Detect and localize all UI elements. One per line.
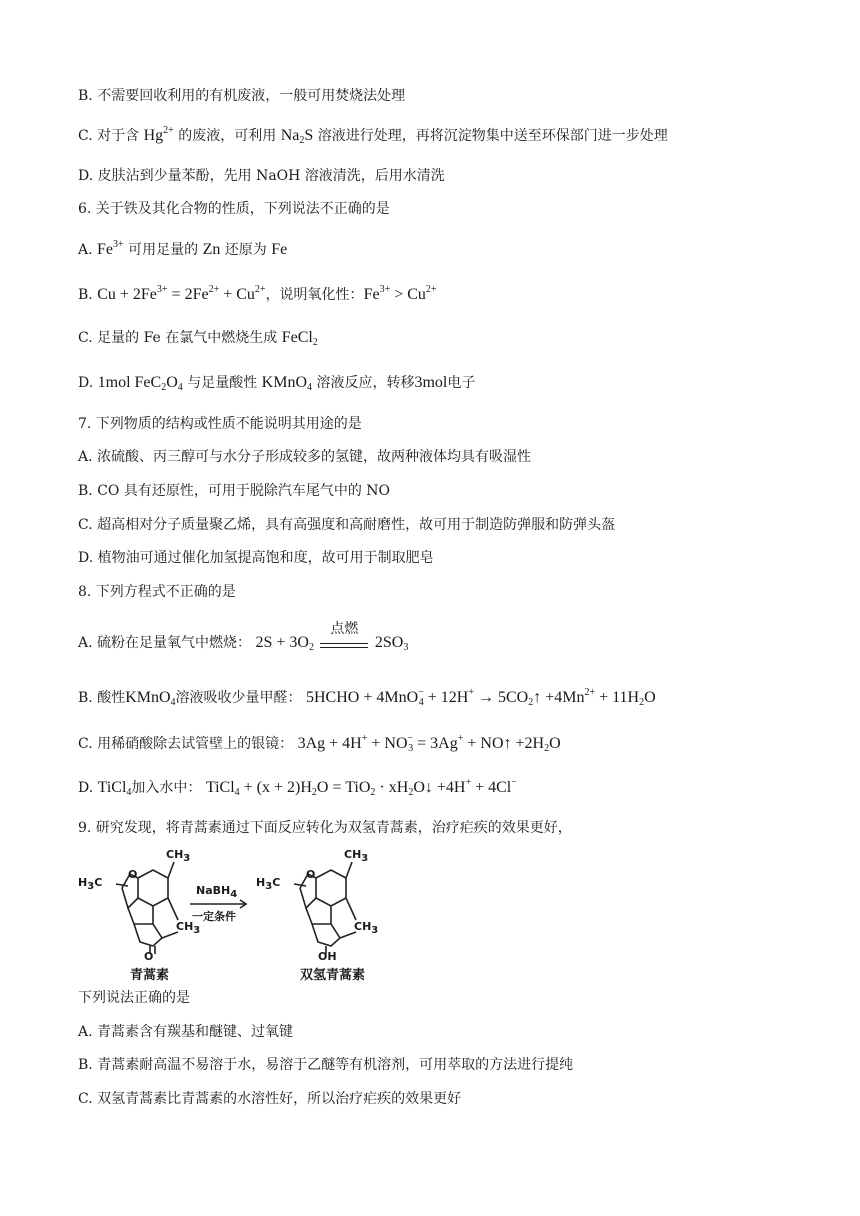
q5-option-d: D. 皮肤沾到少量苯酚，先用 NaOH 溶液清洗，后用水清洗	[78, 168, 445, 184]
q6-option-d: D. 1mol $FeC_2O_4$ 与足量酸性 KMnO$_4$ 溶液反应，转移3mol电子	[78, 374, 476, 393]
reaction-scheme	[78, 846, 398, 986]
carbonyl-o-label: O	[144, 950, 154, 963]
q9-option-b: B. 青蒿素耐高温不易溶于水，易溶于乙醚等有机溶剂，可用萃取的方法进行提纯	[78, 1057, 574, 1073]
q8-stem: 8. 下列方程式不正确的是	[78, 584, 236, 600]
condition-label: 一定条件	[192, 910, 236, 923]
titanium-hydrolysis-equation: TiCl$_4$ + $(x + 2)H_2O = TiO_2$ · $xH_2O↓ +4H^+ + 4Cl^-$	[205, 777, 517, 798]
ch3-label-top-right: $CH_3$	[344, 848, 369, 864]
q8-option-d: D. TiCl$_4$加入水中： TiCl$_4$ + $(x + 2)H_2O = TiO_2$ · $xH_2O↓ +4H^+ + 4Cl^-$	[78, 777, 517, 798]
q8-option-b: B. 酸性KMnO$_4$溶液吸收少量甲醛： 5HCHO + $4MnO^-_4 + 12H^+ \to 5CO_2↑ +4Mn^{2+} + 11H_2O$	[78, 687, 656, 708]
q9-option-c: C. 双氢青蒿素比青蒿素的水溶性好，所以治疗疟疾的效果更好	[78, 1091, 462, 1107]
silver-nitric-acid-equation: $3Ag + 4H^+ + NO^-_3 = 3Ag^+$ + NO↑ $+2H_2O$	[297, 733, 561, 754]
ch3-label-bottom-left: $CH_3$	[176, 920, 201, 936]
ch3-label-top-left: $CH_3$	[166, 848, 191, 864]
copper-iron-equation: $Cu + 2Fe^{3+} = 2Fe^{2+} + Cu^{2+}$	[97, 284, 266, 303]
permanganate-formaldehyde-equation: 5HCHO + $4MnO^-_4 + 12H^+ \to 5CO_2↑ +4Mn^{2+} + 11H_2O$	[306, 687, 656, 708]
q9-stem: 9. 研究发现，将青蒿素通过下面反应转化为双氢青蒿素，治疗疟疾的效果更好，	[78, 820, 572, 836]
sulfur-combustion-equation: $2S + 3O_2$	[255, 634, 314, 653]
h3c-label-left: $H_3C$	[78, 876, 103, 892]
h3c-label-right: $H_3C$	[256, 876, 281, 892]
ignition-condition: 点燃	[320, 639, 368, 648]
q7-stem: 7. 下列物质的结构或性质不能说明其用途的是	[78, 416, 362, 432]
q8-option-a: A. 硫粉在足量氧气中燃烧： $2S + 3O_2$ 点燃 $2SO_3$	[78, 620, 409, 653]
q5-option-b: B. 不需要回收利用的有机废液，一般可用焚烧法处理	[78, 88, 406, 104]
q8-option-c: C. 用稀硝酸除去试管壁上的银镜： $3Ag + 4H^+ + NO^-_3 = 3Ag^+$ + NO↑ $+2H_2O$	[78, 733, 561, 754]
peroxide-o-label-left: O	[128, 868, 138, 881]
reagent-label: NaBH$_4$	[196, 884, 238, 900]
mercury-ion: $Hg^{2+}$	[143, 125, 174, 144]
peroxide-o-label-right: O	[306, 868, 316, 881]
q7-option-b: B. CO 具有还原性，可用于脱除汽车尾气中的 NO	[78, 483, 391, 499]
artemisinin-caption: 青蒿素	[130, 968, 170, 983]
q6-stem: 6. 关于铁及其化合物的性质，下列说法不正确的是	[78, 201, 390, 217]
q6-option-a: A. $Fe^{3+}$ 可用足量的 Zn 还原为 Fe	[78, 239, 288, 258]
q7-option-c: C. 超高相对分子质量聚乙烯，具有高强度和高耐磨性，故可用于制造防弹服和防弹头盔	[78, 517, 616, 533]
q6-option-c: C. 足量的 Fe 在氯气中燃烧生成 FeCl$_2$	[78, 329, 318, 348]
q7-option-a: A. 浓硫酸、丙三醇可与水分子形成较多的氢键，故两种液体均具有吸湿性	[78, 449, 532, 465]
q7-option-d: D. 植物油可通过催化加氢提高饱和度，故可用于制取肥皂	[78, 550, 434, 566]
q9-option-a: A. 青蒿素含有羰基和醚键、过氧键	[78, 1024, 294, 1040]
ch3-label-bottom-right: $CH_3$	[354, 920, 379, 936]
sodium-sulfide-formula: $Na_2S$	[280, 127, 314, 146]
q6-option-b: B. $Cu + 2Fe^{3+} = 2Fe^{2+} + Cu^{2+}$，说明氧化性：$Fe^{3+} > Cu^{2+}$	[78, 284, 437, 303]
dihydroartemisinin-caption: 双氢青蒿素	[300, 968, 366, 983]
q9-prompt: 下列说法正确的是	[78, 990, 190, 1006]
q5-option-c: C. 对于含 $Hg^{2+}$ 的废液，可利用 $Na_2S$ 溶液进行处理，再将沉淀物集中送至环保部门进一步处理	[78, 125, 668, 146]
hydroxyl-label: OH	[318, 950, 337, 963]
